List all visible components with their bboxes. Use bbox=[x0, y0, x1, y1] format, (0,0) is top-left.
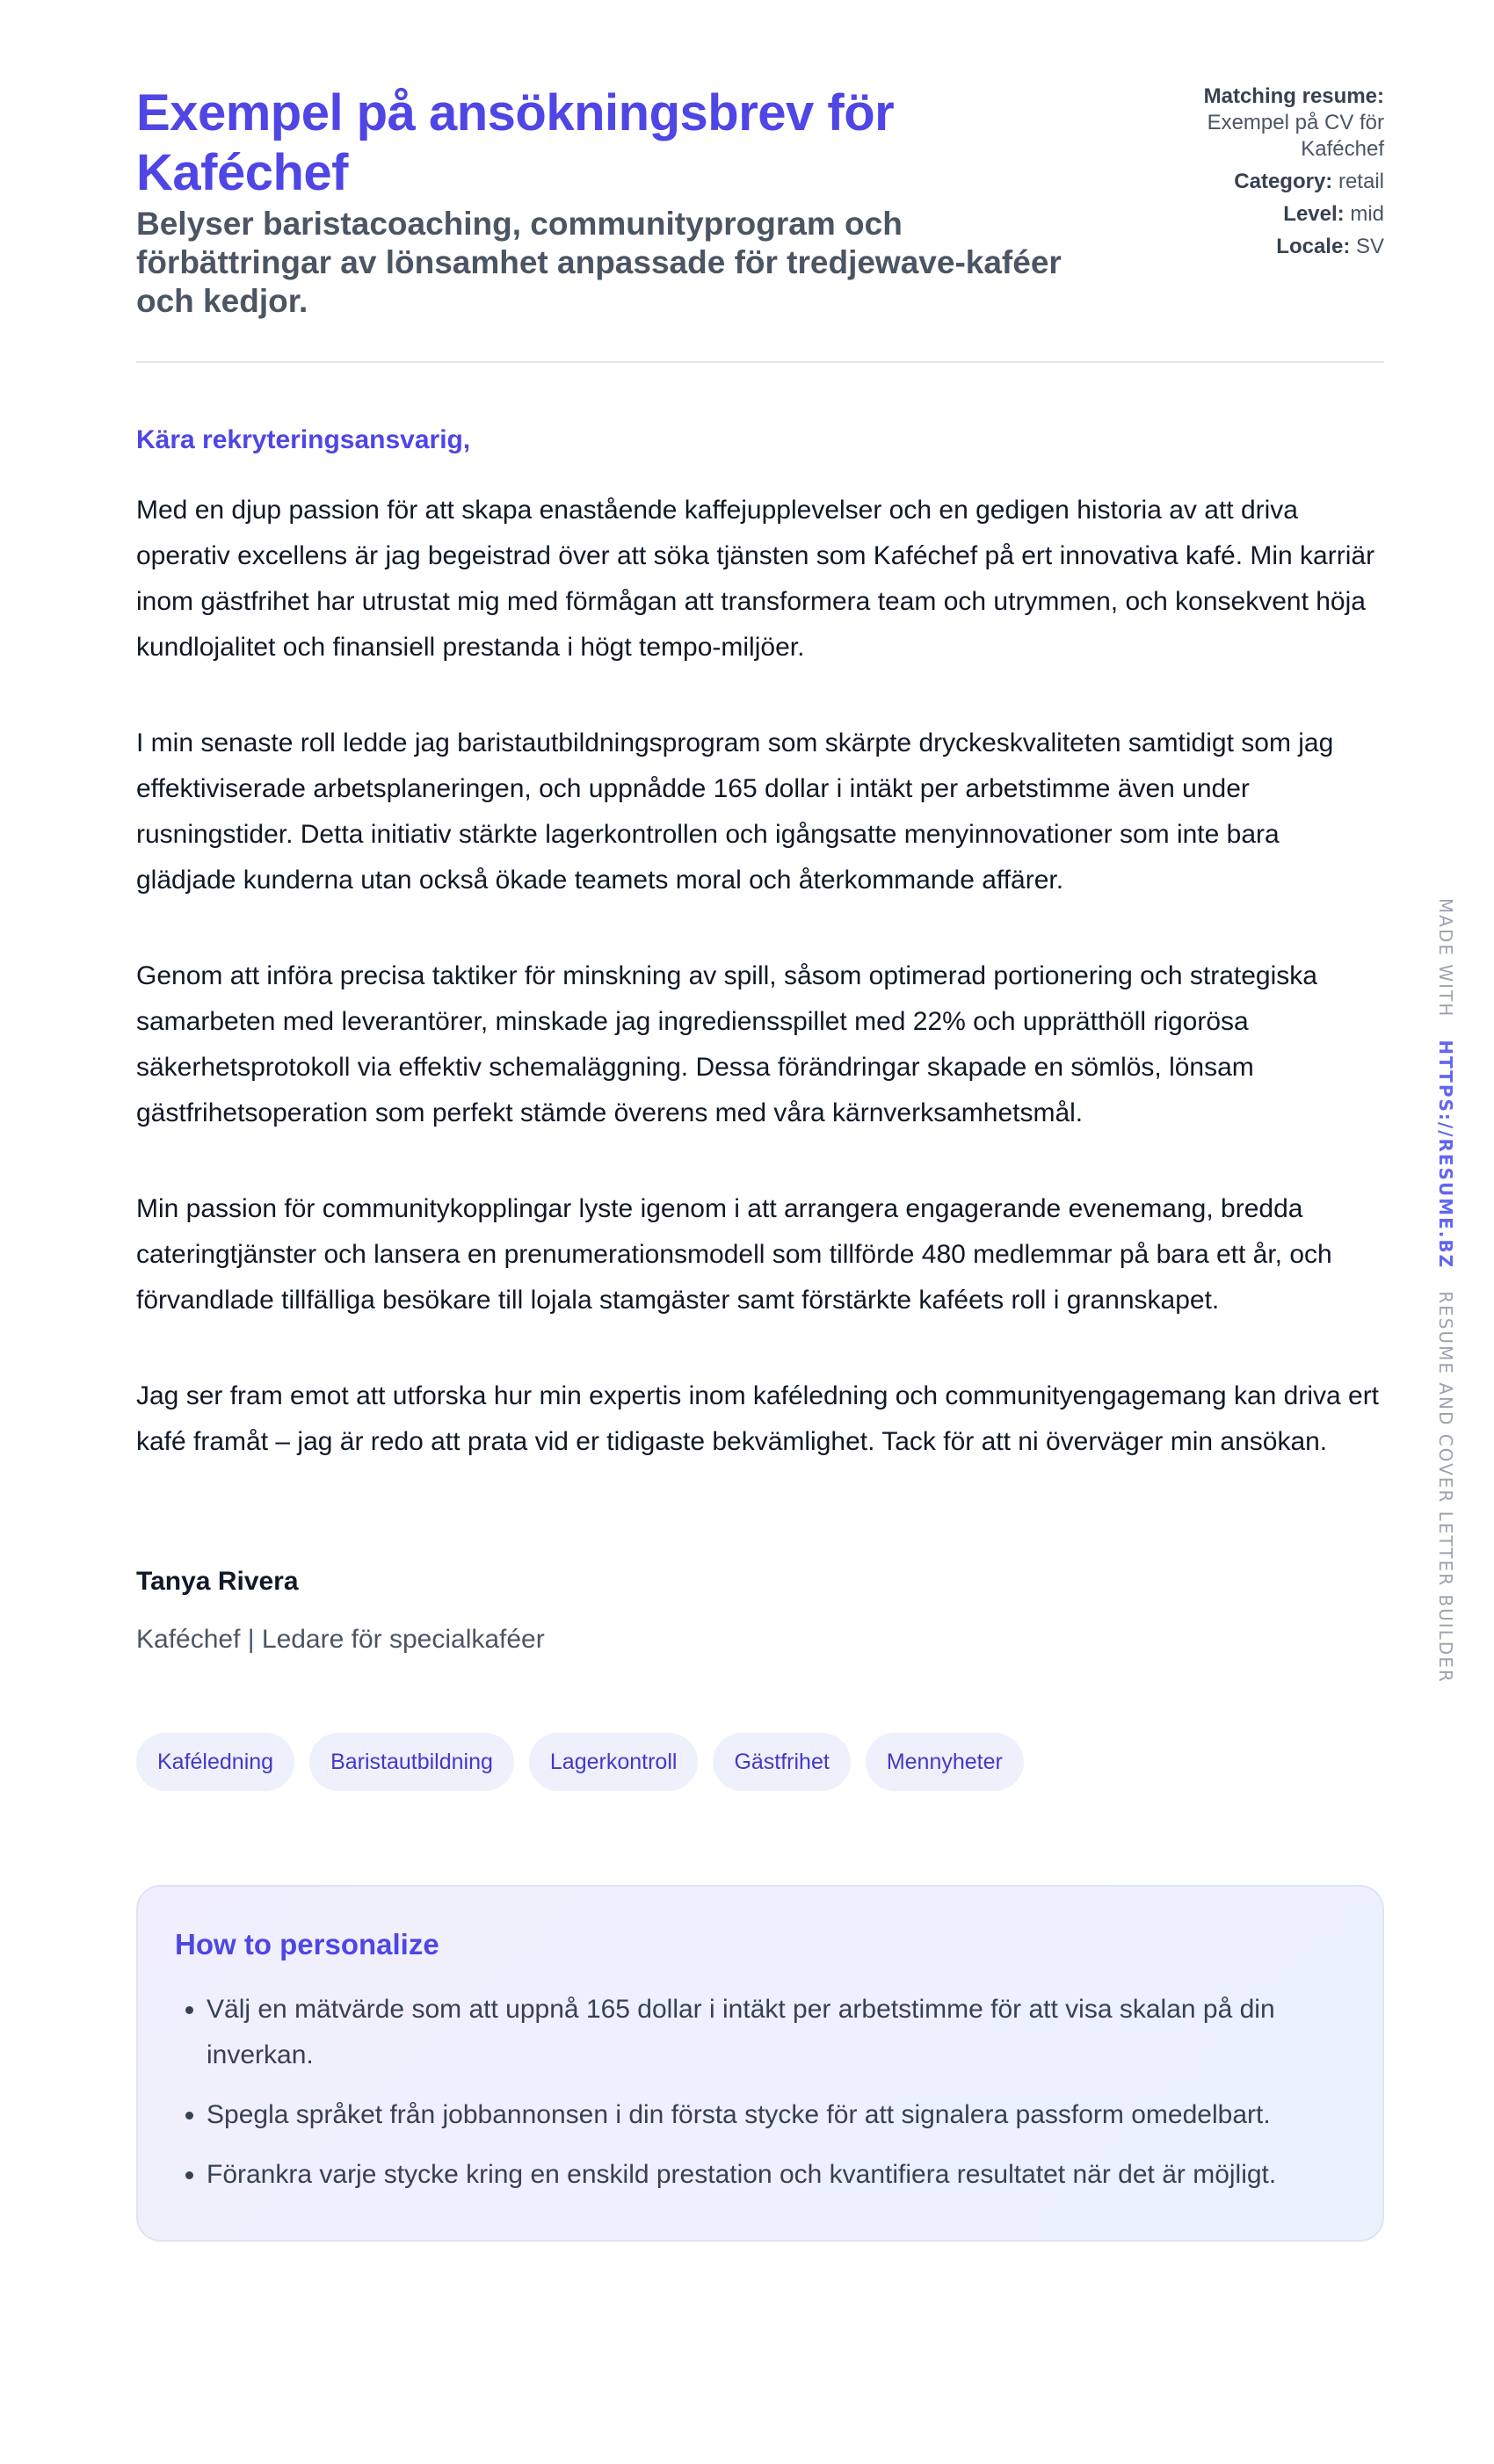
letter-paragraph: Jag ser fram emot att utforska hur min expertis inom kaféledning och communityengagemang kan driva ert kafé framåt – jag är redo att prata vid er tidigaste bekvämlighet. Tack för att ni överväger min ansökan. bbox=[136, 1381, 1380, 1456]
category-label: Category: bbox=[1234, 170, 1333, 193]
watermark-suffix: RESUME AND COVER LETTER BUILDER bbox=[1435, 1291, 1456, 1684]
skill-tag[interactable]: Lagerkontroll bbox=[529, 1733, 699, 1791]
signature-block bbox=[136, 1564, 1384, 1657]
level-value: mid bbox=[1350, 202, 1384, 226]
letter-paragraph: Min passion för communitykopplingar lyste igenom i att arrangera engagerande evenemang, bredda cateringtjänster och lansera en prenumerationsmodell som tillförde 480 medlemmar på bara ett år, och förvandlade tillfälliga besökare till lojala stamgäster samt förstärkte kaféets roll i grannskapet. bbox=[136, 1194, 1332, 1315]
skill-tag[interactable]: Kaféledning bbox=[136, 1733, 294, 1791]
letter-paragraph: I min senaste roll ledde jag baristautbildningsprogram som skärpte dryckeskvaliteten samtidigt som jag effektiviserade arbetsplaneringen, och uppnådde 165 dollar i intäkt per arbetstimme även under rusningstider. Detta initiativ stärkte lagerkontrollen och igångsatte menyinnovationer som inte bara glädjade kunderna utan också ökade teamets moral och återkommande affärer. bbox=[136, 728, 1334, 895]
signature-title: Kaféchef | Ledare för specialkaféer bbox=[136, 1625, 545, 1654]
tip-item: • Spegla språket från jobbannonsen i din första stycke för att signalera passform omedelbart. bbox=[207, 2092, 1345, 2138]
header-titles bbox=[136, 83, 1085, 321]
locale-row bbox=[1120, 234, 1384, 260]
locale-label: Locale: bbox=[1276, 235, 1351, 258]
matching-resume-link[interactable]: Exempel på CV för Kaféchef bbox=[1207, 111, 1384, 161]
letter-body bbox=[136, 363, 1384, 1657]
skill-tags bbox=[136, 1733, 1384, 1791]
skill-tag[interactable]: Baristautbildning bbox=[309, 1733, 514, 1791]
letter-paragraph: Genom att införa precisa taktiker för minskning av spill, såsom optimerad portionering och strategiska samarbeten med leverantörer, minskade jag ingrediensspillet med 22% och upprätthöll rigorösa säkerhetsprotokoll via effektiv schemaläggning. Dessa förändringar skapade en sömlös, lönsam gästfrihetsoperation som perfekt stämde överens med våra kärnverksamhetsmål. bbox=[136, 961, 1317, 1127]
matching-resume-label: Matching resume: bbox=[1203, 84, 1384, 108]
locale-value: SV bbox=[1355, 235, 1384, 258]
watermark-prefix: MADE WITH bbox=[1435, 898, 1456, 1018]
page-title: Exempel på ansökningsbrev för Kaféchef bbox=[136, 84, 895, 201]
tips-list bbox=[175, 1987, 1345, 2198]
made-with-watermark bbox=[1435, 898, 1456, 1684]
tip-item: • Förankra varje stycke kring en enskild prestation och kvantifiera resultatet när det är möjligt. bbox=[207, 2152, 1345, 2198]
level-label: Level: bbox=[1283, 202, 1345, 226]
level-row bbox=[1120, 201, 1384, 228]
category-value: retail bbox=[1338, 170, 1384, 193]
matching-resume-row bbox=[1120, 83, 1384, 163]
cover-letter-page bbox=[136, 83, 1384, 2242]
letter-greeting: Kära rekryteringsansvarig, bbox=[136, 425, 471, 454]
metadata-panel bbox=[1120, 83, 1384, 266]
personalize-tips-box bbox=[136, 1885, 1384, 2242]
page-subtitle: Belyser baristacoaching, communityprogram och förbättringar av lönsamhet anpassade för tredjewave-kaféer och kedjor. bbox=[136, 206, 1062, 319]
category-row bbox=[1120, 169, 1384, 195]
skill-tag[interactable]: Mennyheter bbox=[866, 1733, 1024, 1791]
skill-tag[interactable]: Gästfrihet bbox=[713, 1733, 850, 1791]
letter-paragraph: Med en djup passion för att skapa enastående kaffejupplevelser och en gedigen historia av att driva operativ excellens är jag begeistrad över att söka tjänsten som Kaféchef på ert innovativa kafé. Min karriär inom gästfrihet har utrustat mig med förmågan att transformera team och utrymmen, och konsekvent höja kundlojalitet och finansiell prestanda i högt tempo-miljöer. bbox=[136, 496, 1375, 662]
signature-name: Tanya Rivera bbox=[136, 1567, 299, 1596]
tips-title: How to personalize bbox=[175, 1928, 439, 1960]
page-header bbox=[136, 83, 1384, 363]
resume-bz-link[interactable]: HTTPS://RESUME.BZ bbox=[1435, 1040, 1456, 1270]
tip-item: • Välj en mätvärde som att uppnå 165 dollar i intäkt per arbetstimme för att visa skalan på din inverkan. bbox=[207, 1987, 1345, 2078]
